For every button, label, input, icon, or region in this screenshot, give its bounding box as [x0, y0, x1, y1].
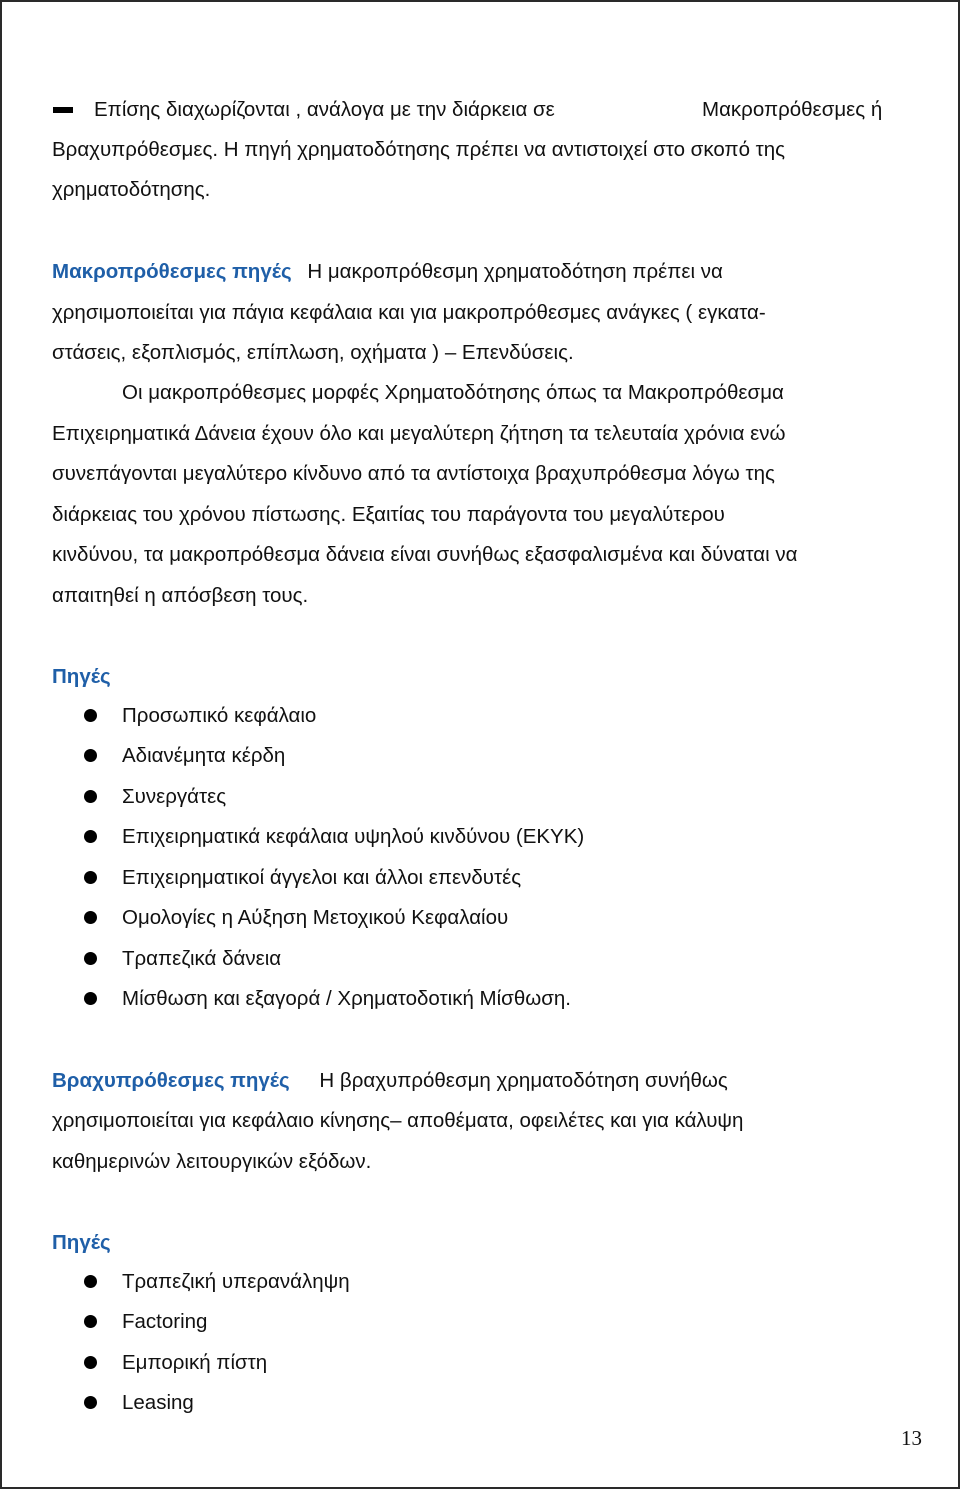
bullet-icon	[84, 709, 97, 722]
long-term-line-1: Μακροπρόθεσμες πηγές Η μακροπρόθεσμη χρηματοδότηση πρέπει να	[52, 260, 723, 283]
page-number: 13	[901, 1426, 922, 1450]
bullet-icon	[84, 1275, 97, 1288]
list-item: Επιχειρηματικά κεφάλαια υψηλού κινδύνου (ΕΚΥΚ)	[122, 825, 585, 848]
long-term-line-3: στάσεις, εξοπλισμός, επίπλωση, οχήματα ) – Επενδύσεις.	[52, 341, 574, 364]
list-item: Αδιανέμητα κέρδη	[122, 744, 286, 767]
long-term-para-line: συνεπάγονται μεγαλύτερο κίνδυνο από τα αντίστοιχα βραχυπρόθεσμα λόγω της	[52, 462, 775, 485]
list-item: Τραπεζικά δάνεια	[122, 947, 282, 970]
intro-line-1: Επίσης διαχωρίζονται , ανάλογα με την διάρκεια σε Μακροπρόθεσμες ή	[94, 98, 883, 121]
bullet-icon	[84, 952, 97, 965]
list-item: Ομολογίες η Αύξηση Μετοχικού Κεφαλαίου	[122, 906, 509, 929]
long-term-sources-heading: Πηγές	[52, 665, 111, 688]
long-term-para-line: Επιχειρηματικά Δάνεια έχουν όλο και μεγαλύτερη ζήτηση τα τελευταία χρόνια ενώ	[52, 422, 786, 445]
short-term-line-3: καθημερινών λειτουργικών εξόδων.	[52, 1150, 372, 1173]
bullet-icon	[84, 830, 97, 843]
long-term-line-2: χρησιμοποιείται για πάγια κεφάλαια και για μακροπρόθεσμες ανάγκες ( εγκατα-	[52, 301, 766, 324]
bullet-icon	[84, 749, 97, 762]
bullet-icon	[84, 871, 97, 884]
dash-bullet-icon	[53, 107, 73, 113]
bullet-icon	[84, 1396, 97, 1409]
long-term-para-line: Οι μακροπρόθεσμες μορφές Χρηματοδότησης όπως τα Μακροπρόθεσμα	[122, 381, 784, 404]
list-item: Μίσθωση και εξαγορά / Χρηματοδοτική Μίσθωση.	[122, 987, 571, 1010]
bullet-icon	[84, 1315, 97, 1328]
bullet-icon	[84, 992, 97, 1005]
list-item: Συνεργάτες	[122, 785, 227, 808]
short-term-line-1: Βραχυπρόθεσμες πηγές Η βραχυπρόθεσμη χρηματοδότηση συνήθως	[52, 1069, 728, 1092]
list-item: Τραπεζική υπερανάληψη	[122, 1270, 350, 1293]
bullet-icon	[84, 1356, 97, 1369]
long-term-para-line: απαιτηθεί η απόσβεση τους.	[52, 584, 309, 607]
intro-line-3: χρηματοδότησης.	[52, 178, 211, 201]
short-term-line-2: χρησιμοποιείται για κεφάλαιο κίνησης– αποθέματα, οφειλέτες και για κάλυψη	[52, 1109, 744, 1132]
short-term-heading: Βραχυπρόθεσμες πηγές	[52, 1069, 290, 1092]
long-term-heading: Μακροπρόθεσμες πηγές	[52, 260, 292, 283]
long-term-para-line: διάρκειας του χρόνου πίστωσης. Εξαιτίας του παράγοντα του μεγαλύτερου	[52, 503, 725, 526]
list-item: Εμπορική πίστη	[122, 1351, 268, 1374]
bullet-icon	[84, 911, 97, 924]
long-term-para-line: κινδύνου, τα μακροπρόθεσμα δάνεια είναι συνήθως εξασφαλισμένα και δύναται να	[52, 543, 798, 566]
intro-line-2: Βραχυπρόθεσμες. Η πηγή χρηματοδότησης πρέπει να αντιστοιχεί στο σκοπό της	[52, 138, 786, 161]
bullet-icon	[84, 790, 97, 803]
list-item: Επιχειρηματικοί άγγελοι και άλλοι επενδυτές	[122, 866, 522, 889]
short-term-sources-heading: Πηγές	[52, 1231, 111, 1254]
list-item: Factoring	[122, 1310, 208, 1333]
list-item: Leasing	[122, 1391, 194, 1414]
list-item: Προσωπικό κεφάλαιο	[122, 704, 317, 727]
